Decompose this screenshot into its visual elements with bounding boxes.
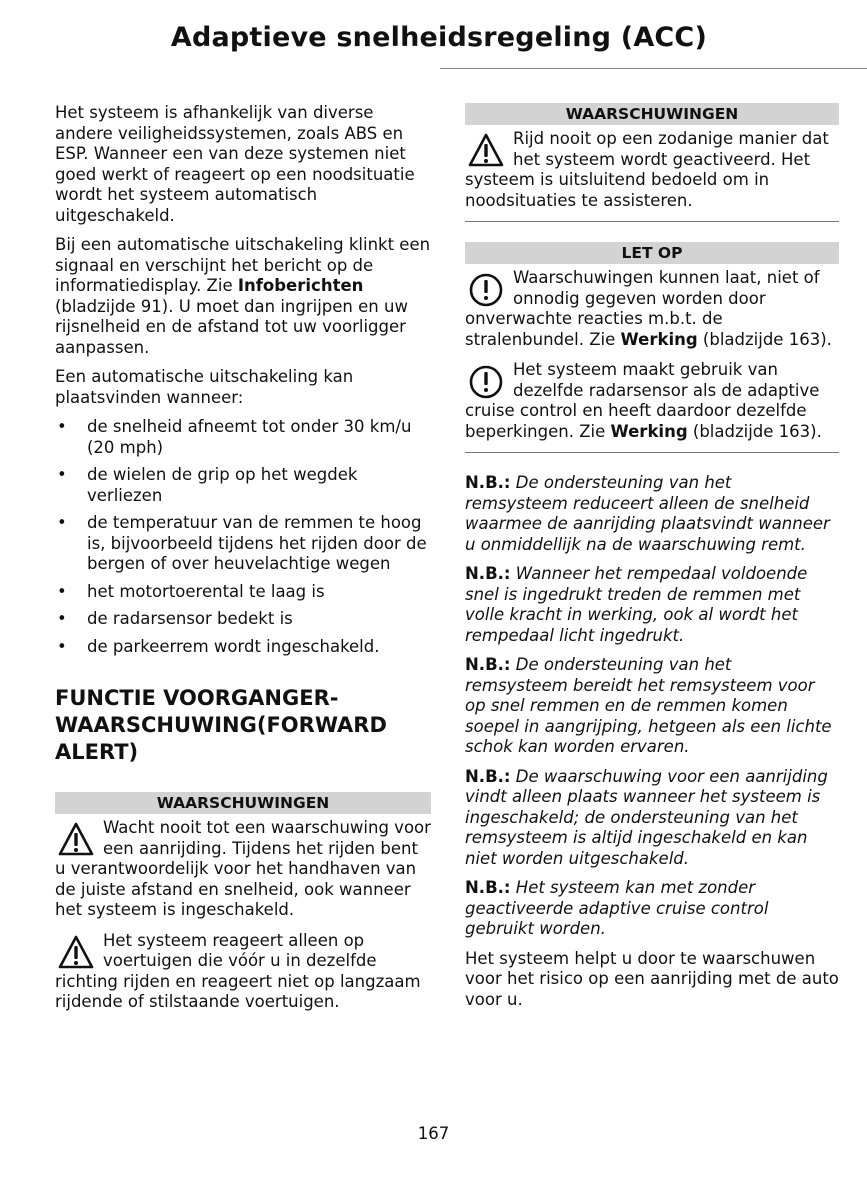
intro-paragraph: Het systeem is afhankelijk van diverse andere veiligheidssystemen, zoals ABS en ESP. Wanneer een van deze systemen niet goed werkt of reageert op een noodsituatie wordt het systeem automatisch uitgeschakeld. bbox=[55, 103, 415, 225]
list-item: • de parkeerrem wordt ingeschakeld. bbox=[57, 636, 380, 656]
warnings-header: WAARSCHUWINGEN bbox=[465, 103, 839, 125]
werking-link[interactable]: Werking bbox=[620, 329, 698, 349]
list-item: • de temperatuur van de remmen te hoog is, bijvoorbeeld tijdens het rijden door de bergen of over heuvelachtige wegen bbox=[57, 513, 427, 573]
warning-notice: Rijd nooit op een zodanige manier dat het systeem wordt geactiveerd. Het systeem is uitsluitend bedoeld om in noodsituaties te assisteren. bbox=[465, 129, 829, 210]
divider bbox=[465, 221, 839, 222]
list-item: • de radarsensor bedekt is bbox=[57, 609, 293, 628]
auto-off-paragraph: Bij een automatische uitschakeling klinkt een signaal en verschijnt het bericht op de informatiedisplay. Zie Infoberichten (bladzijde 91). U moet dan ingrijpen en uw rijsnelheid en de afstand tot uw voorligger aanpassen. bbox=[55, 235, 431, 357]
list-item: • de wielen de grip op het wegdek verliezen bbox=[57, 465, 358, 505]
letop-header: LET OP bbox=[465, 242, 839, 264]
warning-notice: Het systeem reageert alleen op voertuigen die vóór u in dezelfde richting rijden en reageert niet op langzaam rijdende of stilstaande voertuigen. bbox=[55, 930, 421, 1011]
warnings-header: WAARSCHUWINGEN bbox=[55, 792, 431, 814]
bullet-icon: • bbox=[57, 465, 67, 484]
list-item: • de snelheid afneemt tot onder 30 km/u (20 mph) bbox=[57, 417, 412, 457]
page-number: 167 bbox=[417, 1124, 450, 1143]
bullet-icon: • bbox=[57, 609, 67, 628]
divider bbox=[465, 452, 839, 453]
infoberichten-link[interactable]: Infoberichten bbox=[237, 276, 364, 295]
bullet-icon: • bbox=[57, 581, 67, 601]
nb-note: N.B.: De waarschuwing voor een aanrijding vindt alleen plaats wanneer het systeem is ingeschakeld; de ondersteuning van het remsysteem is altijd ingeschakeld en kan niet worden uitgeschakeld. bbox=[465, 766, 828, 868]
exclamation-circle-icon bbox=[467, 271, 505, 309]
nb-note: N.B.: De ondersteuning van het remsysteem reduceert alleen de snelheid waarmee de aanrijding plaatsvindt wanneer u onmiddellijk na de waarschuwing remt. bbox=[465, 473, 830, 554]
closing-paragraph: Het systeem helpt u door te waarschuwen voor het risico op een aanrijding met de auto voor u. bbox=[465, 948, 839, 1009]
list-item: • het motortoerental te laag is bbox=[57, 581, 325, 601]
nb-note: N.B.: De ondersteuning van het remsysteem bereidt het remsysteem voor op snel remmen en de remmen komen soepel in aangrijping, hetgeen als een lichte schok kan worden ervaren. bbox=[465, 655, 832, 756]
nb-note: N.B.: Wanneer het rempedaal voldoende snel is ingedrukt treden de remmen met volle kracht in werking, ook al wordt het rempedaal licht ingedrukt. bbox=[465, 564, 808, 645]
warning-notice: Wacht nooit tot een waarschuwing voor een aanrijding. Tijdens het rijden bent u verantwoordelijk voor het handhaven van de juiste afstand en snelheid, ook wanneer het systeem is ingeschakeld. bbox=[55, 818, 431, 919]
warning-triangle-icon bbox=[467, 132, 505, 170]
conditions-list bbox=[55, 417, 431, 657]
warning-triangle-icon bbox=[57, 934, 95, 972]
right-column bbox=[465, 103, 839, 1019]
section-title: FUNCTIE VOORGANGER-WAARSCHUWING(FORWARD ALERT) bbox=[55, 686, 387, 764]
bullet-icon: • bbox=[57, 417, 67, 436]
caution-notice: Het systeem maakt gebruik van dezelfde radarsensor als de adaptive cruise control en heeft daardoor dezelfde beperkingen. Zie Werking (bladzijde 163). bbox=[465, 360, 822, 441]
werking-link[interactable]: Werking bbox=[610, 421, 688, 441]
list-intro: Een automatische uitschakeling kan plaatsvinden wanneer: bbox=[55, 367, 354, 407]
caution-notice: Waarschuwingen kunnen laat, niet of onnodig gegeven worden door onverwachte reacties m.b.t. de stralenbundel. Zie Werking (bladzijde 163). bbox=[465, 268, 832, 349]
bullet-icon: • bbox=[57, 513, 67, 532]
page-title: Adaptieve snelheidsregeling (ACC) bbox=[170, 22, 707, 53]
nb-note: N.B.: Het systeem kan met zonder geactiveerde adaptive cruise control gebruikt worden. bbox=[465, 878, 769, 938]
left-column bbox=[55, 103, 431, 1023]
bullet-icon: • bbox=[57, 636, 67, 656]
exclamation-circle-icon bbox=[467, 363, 505, 401]
warning-triangle-icon bbox=[57, 821, 95, 859]
header-rule bbox=[440, 68, 867, 69]
